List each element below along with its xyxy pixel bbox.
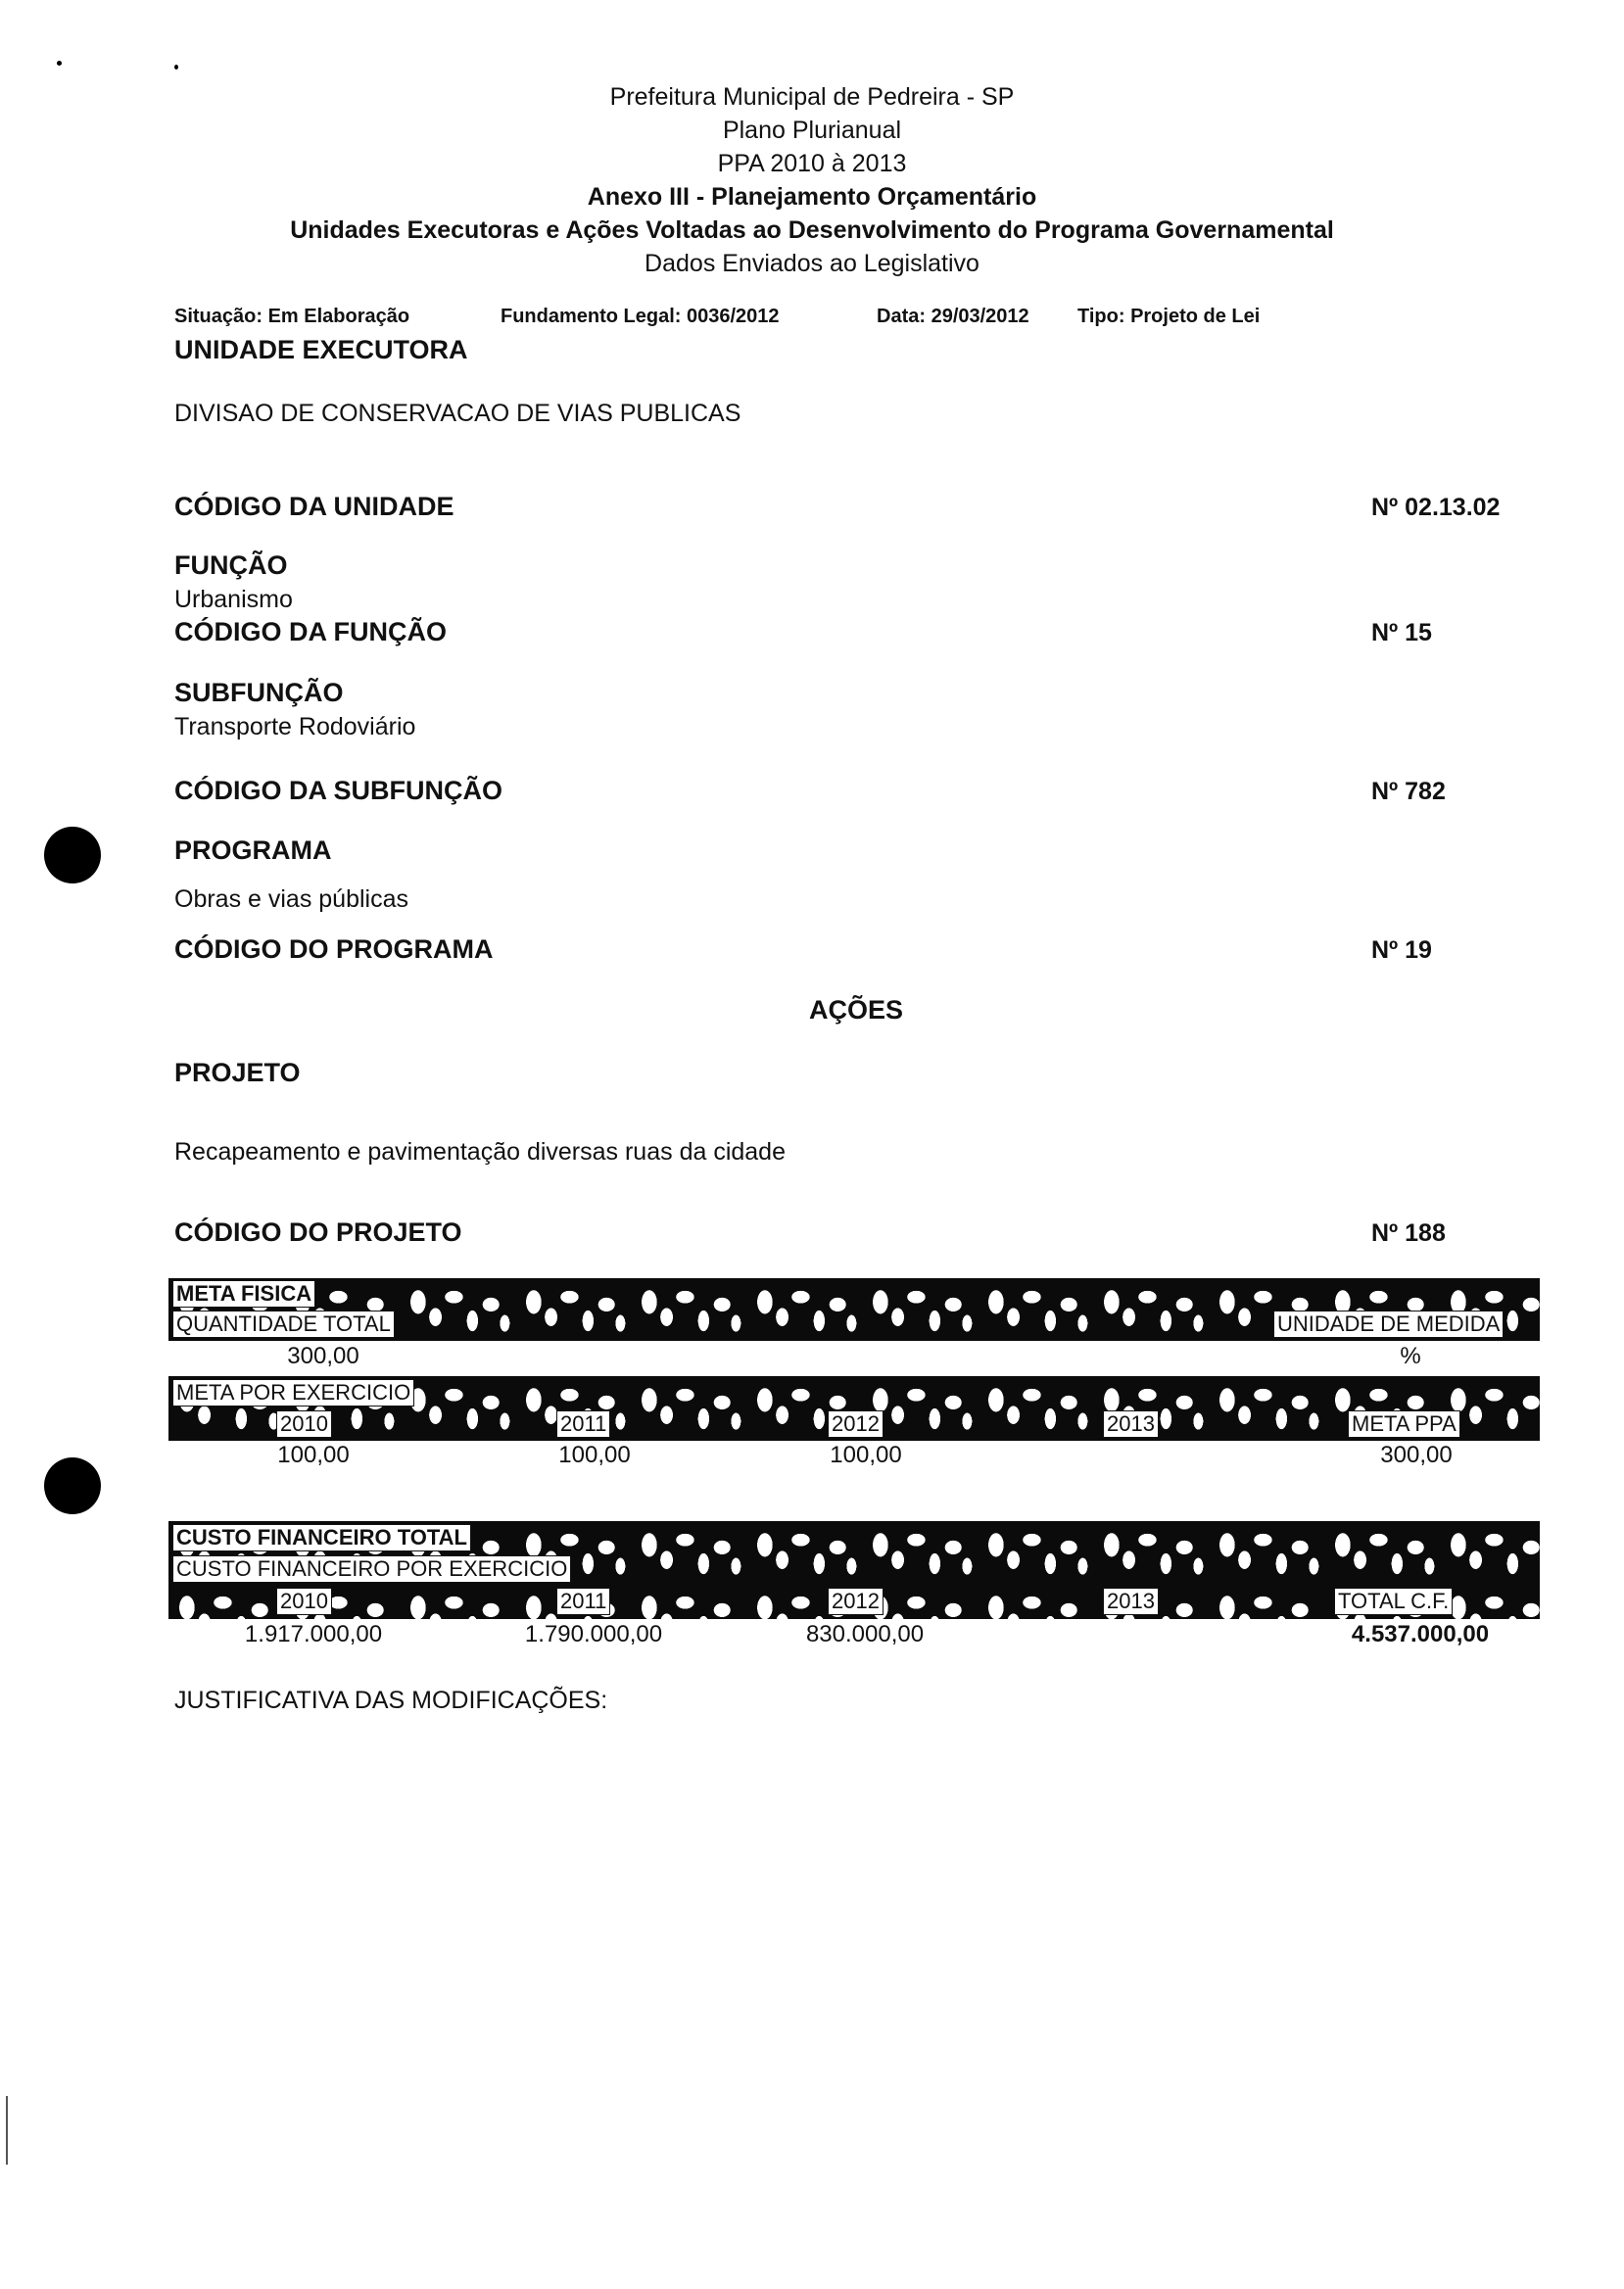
cost-year-2012: 2012 xyxy=(828,1588,884,1615)
program-code-label: CÓDIGO DO PROGRAMA xyxy=(174,934,494,964)
annex-title: Anexo III - Planejamento Orçamentário xyxy=(587,183,1037,211)
subfunction-value: Transporte Rodoviário xyxy=(174,713,416,740)
plan-period: PPA 2010 à 2013 xyxy=(717,150,907,177)
project-description: Recapeamento e pavimentação diversas ruas da cidade xyxy=(174,1138,786,1166)
unit-code-label: CÓDIGO DA UNIDADE xyxy=(174,492,454,521)
function-code-label: CÓDIGO DA FUNÇÃO xyxy=(174,617,447,646)
cost-value-2010: 1.917.000,00 xyxy=(244,1621,383,1647)
report-status-line: Dados Enviados ao Legislativo xyxy=(645,250,979,277)
function-label: FUNÇÃO xyxy=(174,550,288,580)
legal-basis-field: Fundamento Legal: 0036/2012 xyxy=(501,306,780,327)
function-value: Urbanismo xyxy=(174,586,293,613)
goal-per-year-label: META POR EXERCICIO xyxy=(172,1379,414,1407)
ppa-goal-value: 300,00 xyxy=(1380,1442,1453,1468)
goal-value-2012: 100,00 xyxy=(830,1442,902,1468)
unit-of-measure-label: UNIDADE DE MEDIDA xyxy=(1273,1311,1504,1338)
goal-year-2010: 2010 xyxy=(276,1410,332,1438)
executing-unit-label: UNIDADE EXECUTORA xyxy=(174,335,468,364)
situation-field: Situação: Em Elaboração xyxy=(174,306,410,327)
plan-title: Plano Plurianual xyxy=(722,117,902,144)
program-label: PROGRAMA xyxy=(174,835,332,865)
cost-value-2011: 1.790.000,00 xyxy=(524,1621,663,1647)
punch-hole-top xyxy=(44,827,101,883)
total-cost-value: 4.537.000,00 xyxy=(1351,1621,1490,1647)
report-subtitle: Unidades Executoras e Ações Voltadas ao Desenvolvimento do Programa Governamental xyxy=(290,216,1334,244)
unit-code-value: Nº 02.13.02 xyxy=(1371,494,1501,521)
type-field: Tipo: Projeto de Lei xyxy=(1077,306,1261,327)
date-field: Data: 29/03/2012 xyxy=(877,306,1029,327)
program-code-value: Nº 19 xyxy=(1371,936,1432,964)
function-code-value: Nº 15 xyxy=(1371,619,1432,646)
total-quantity-value: 300,00 xyxy=(287,1343,359,1369)
scan-speck xyxy=(174,65,178,70)
ppa-goal-label: META PPA xyxy=(1348,1410,1460,1438)
municipality-title: Prefeitura Municipal de Pedreira - SP xyxy=(609,83,1015,111)
goal-year-2012: 2012 xyxy=(828,1410,884,1438)
total-quantity-label: QUANTIDADE TOTAL xyxy=(172,1311,395,1338)
subfunction-code-label: CÓDIGO DA SUBFUNÇÃO xyxy=(174,776,502,805)
cost-year-2013: 2013 xyxy=(1103,1588,1159,1615)
cost-value-2012: 830.000,00 xyxy=(805,1621,925,1647)
cost-year-2010: 2010 xyxy=(276,1588,332,1615)
project-code-label: CÓDIGO DO PROJETO xyxy=(174,1217,462,1247)
physical-goal-title: META FISICA xyxy=(172,1280,315,1308)
subfunction-code-value: Nº 782 xyxy=(1371,778,1446,805)
cost-year-2011: 2011 xyxy=(556,1588,610,1615)
scan-speck xyxy=(57,61,62,66)
total-cost-label: TOTAL C.F. xyxy=(1334,1588,1453,1615)
program-value: Obras e vias públicas xyxy=(174,885,409,913)
subfunction-label: SUBFUNÇÃO xyxy=(174,678,344,707)
project-code-value: Nº 188 xyxy=(1371,1219,1446,1247)
goal-value-2011: 100,00 xyxy=(558,1442,631,1468)
actions-heading: AÇÕES xyxy=(809,995,904,1025)
unit-of-measure-value: % xyxy=(1400,1343,1421,1369)
goal-value-2010: 100,00 xyxy=(277,1442,350,1468)
executing-unit-name: DIVISAO DE CONSERVACAO DE VIAS PUBLICAS xyxy=(174,400,741,427)
justification-label: JUSTIFICATIVA DAS MODIFICAÇÕES: xyxy=(174,1687,608,1714)
financial-cost-per-year-label: CUSTO FINANCEIRO POR EXERCICIO xyxy=(172,1555,571,1583)
scan-edge-mark xyxy=(6,2096,8,2165)
punch-hole-bottom xyxy=(44,1457,101,1514)
project-label: PROJETO xyxy=(174,1058,301,1087)
goal-year-2013: 2013 xyxy=(1103,1410,1159,1438)
goal-year-2011: 2011 xyxy=(556,1410,610,1438)
total-financial-cost-title: CUSTO FINANCEIRO TOTAL xyxy=(172,1524,471,1551)
